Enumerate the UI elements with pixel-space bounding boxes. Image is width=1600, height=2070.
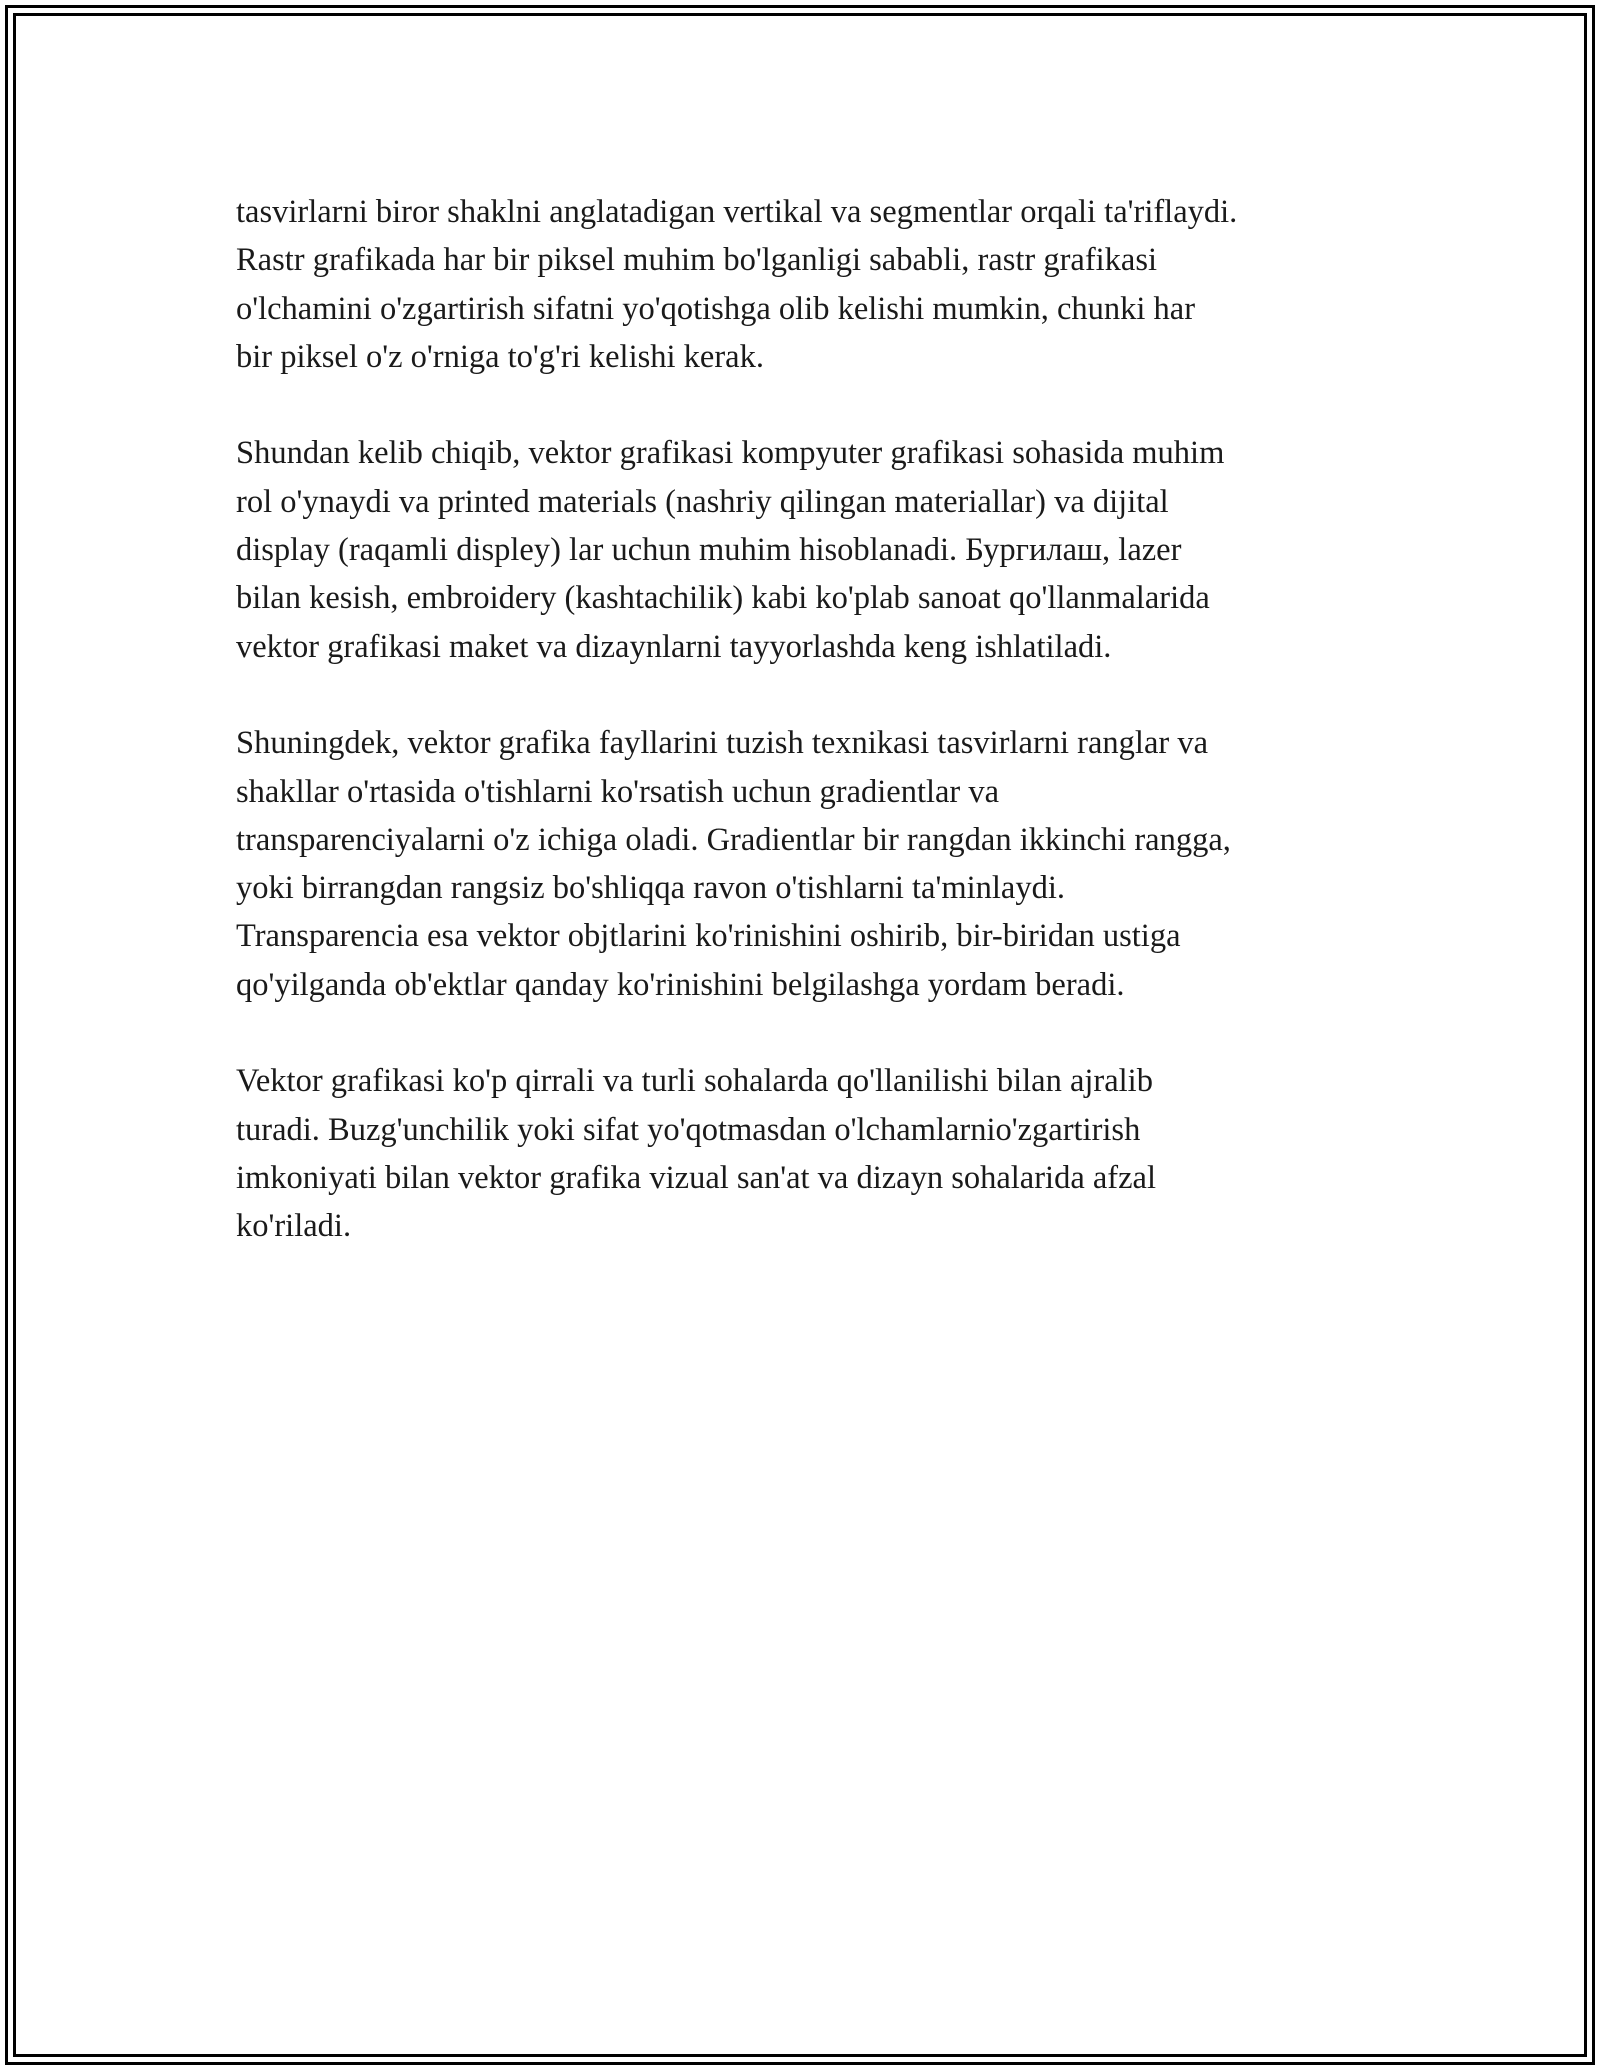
paragraph-raster-scaling: [236, 188, 1376, 381]
text-line: shakllar o'rtasida o'tishlarni ko'rsatish uchun gradientlar va: [236, 773, 1000, 810]
text-line: tasvirlarni biror shaklni anglatadigan vertikal va segmentlar orqali ta'riflaydi.: [236, 194, 1238, 230]
text-line: transparenciyalarni o'z ichiga oladi. Gradientlar bir rangdan ikkinchi rangga,: [236, 821, 1231, 858]
text-line: Shuningdek, vektor grafika fayllarini tuzish texnikasi tasvirlarni ranglar va: [236, 725, 1209, 762]
text-line: turadi. Buzg'unchilik yoki sifat yo'qotmasdan o'lchamlarnio'zgartirish: [236, 1111, 1141, 1148]
text-line: imkoniyati bilan vektor grafika vizual san'at va dizayn sohalarida afzal: [236, 1159, 1157, 1196]
text-line: bilan kesish, embroidery (kashtachilik) kabi ko'plab sanoat qo'llanmalarida: [236, 580, 1210, 617]
page-body: [236, 188, 1376, 1299]
text-line: bir piksel o'z o'rniga to'g'ri kelishi kerak.: [236, 338, 764, 375]
text-line: qo'yilganda ob'ektlar qanday ko'rinishini belgilashga yordam beradi.: [236, 966, 1125, 1003]
text-line: Shundan kelib chiqib, vektor grafikasi kompyuter grafikasi sohasida muhim: [236, 435, 1225, 472]
text-line: Rastr grafikada har bir piksel muhim bo'lganligi sababli, rastr grafikasi: [236, 242, 1158, 279]
text-line: display (raqamli displey) lar uchun muhim hisoblanadi. Бургилаш, lazer: [236, 532, 1182, 569]
paragraph-vector-role: [236, 429, 1376, 670]
paragraph-versatility: [236, 1057, 1376, 1250]
text-line: yoki birrangdan rangsiz bo'shliqqa ravon o'tishlarni ta'minlaydi.: [236, 870, 1065, 907]
text-line: Transparencia esa vektor objtlarini ko'rinishini oshirib, bir-biridan ustiga: [236, 918, 1181, 955]
paragraph-gradients-transparency: [236, 719, 1376, 1009]
text-line: ko'riladi.: [236, 1208, 352, 1245]
text-line: Vektor grafikasi ko'p qirrali va turli sohalarda qo'llanilishi bilan ajralib: [236, 1063, 1153, 1100]
text-line: vektor grafikasi maket va dizaynlarni tayyorlashda keng ishlatiladi.: [236, 628, 1112, 665]
text-line: rol o'ynaydi va printed materials (nashriy qilingan materiallar) va dijital: [236, 483, 1169, 520]
text-line: o'lchamini o'zgartirish sifatni yo'qotishga olib kelishi mumkin, chunki har: [236, 290, 1196, 327]
